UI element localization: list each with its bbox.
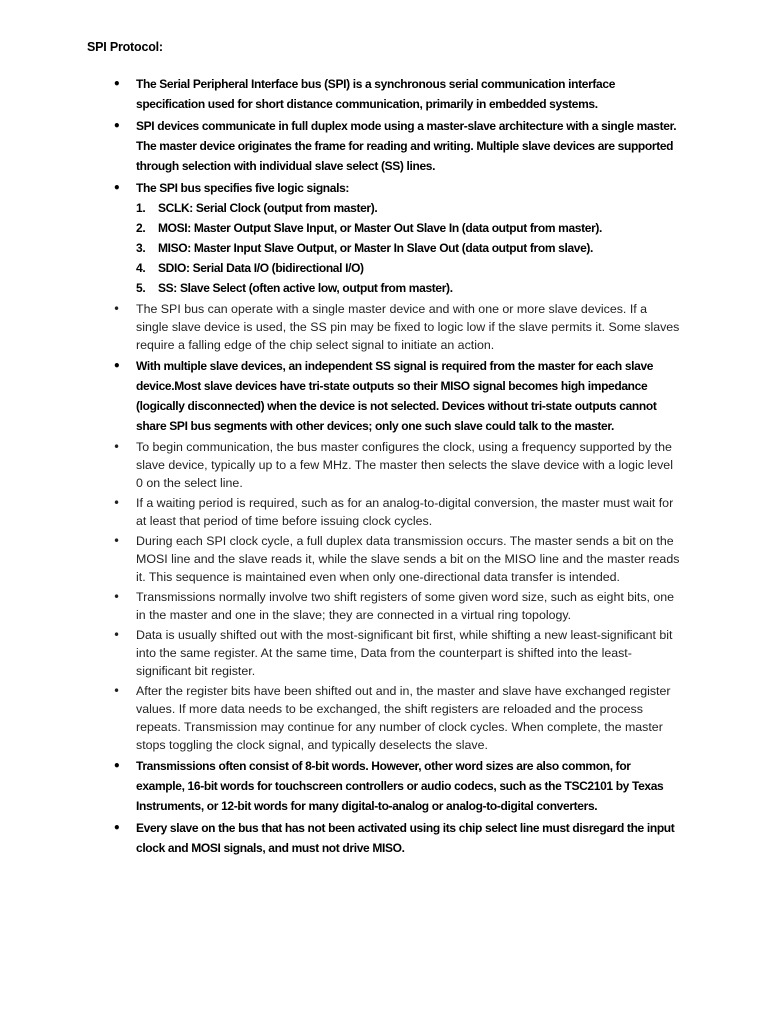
list-item: [0, 300, 768, 354]
list-item-text: If a waiting period is required, such as for an analog-to-digital conversion, the master must wait for at least that period of time before issuing clock cycles.: [136, 496, 674, 528]
list-item: [0, 178, 768, 298]
list-item-text: With multiple slave devices, an independent SS signal is required from the master for each slave device.Most slave devices have tri-state outputs so their MISO signal becomes high impedance (logically disconnected) when the device is not selected. Devices without tri-state outputs cannot share SPI bus segments with other devices; only one such slave could talk to the master.: [136, 359, 657, 433]
bullet-icon: •: [113, 759, 121, 773]
list-item-text: Transmissions normally involve two shift registers of some given word size, such as eight bits, one in the master and one in the slave; they are connected in a virtual ring topology.: [136, 590, 675, 622]
bullet-icon: •: [113, 684, 121, 698]
bullet-list: [0, 74, 768, 860]
item-number: 4.: [136, 261, 146, 275]
list-item-text: Every slave on the bus that has not been activated using its chip select line must disregard the input clock and MOSI signals, and must not drive MISO.: [136, 821, 675, 855]
list-item: [0, 74, 768, 114]
bullet-icon: •: [113, 181, 121, 195]
list-item-text: The SPI bus specifies five logic signals:: [136, 181, 350, 195]
bullet-icon: •: [113, 628, 121, 642]
bullet-icon: •: [113, 821, 121, 835]
item-number: 3.: [136, 241, 146, 255]
list-item-text: Transmissions often consist of 8-bit words. However, other word sizes are also common, for example, 16-bit words for touchscreen controllers or audio codecs, such as the TSC2101 by Texas Instruments, or 12-bit words for many digital-to-analog or analog-to-digital converters.: [136, 759, 664, 813]
item-number: 1.: [136, 201, 146, 215]
list-item: [0, 116, 768, 176]
list-item: [0, 626, 768, 680]
list-item: [0, 438, 768, 492]
numbered-item-text: MISO: Master Input Slave Output, or Master In Slave Out (data output from slave).: [158, 241, 594, 255]
numbered-item: [136, 258, 680, 278]
bullet-icon: •: [113, 302, 121, 316]
bullet-icon: •: [113, 77, 121, 91]
numbered-item: [136, 218, 680, 238]
list-item-text: The Serial Peripheral Interface bus (SPI) is a synchronous serial communication interface specification used for short distance communication, primarily in embedded systems.: [136, 77, 616, 111]
list-item: [0, 818, 768, 858]
numbered-item-text: SDIO: Serial Data I/O (bidirectional I/O): [158, 261, 364, 275]
list-item: [0, 756, 768, 816]
list-item: [0, 356, 768, 436]
numbered-item: [136, 198, 680, 218]
numbered-sublist: [136, 198, 680, 298]
bullet-icon: •: [113, 119, 121, 133]
list-item-text: To begin communication, the bus master configures the clock, using a frequency supported by the slave device, typically up to a few MHz. The master then selects the slave device with a logic level 0 on the select line.: [136, 440, 673, 490]
bullet-icon: •: [113, 534, 121, 548]
list-item-text: The SPI bus can operate with a single master device and with one or more slave devices. If a single slave device is used, the SS pin may be fixed to logic low if the slave permits it. Some slaves require a falling edge of the chip select signal to initiate an action.: [136, 302, 680, 352]
bullet-icon: •: [113, 590, 121, 604]
page-title: SPI Protocol:: [87, 40, 163, 54]
list-item-text: Data is usually shifted out with the most-significant bit first, while shifting a new least-significant bit into the same register. At the same time, Data from the counterpart is shifted into the least-significant bit register.: [136, 628, 673, 678]
list-item-text: After the register bits have been shifted out and in, the master and slave have exchanged register values. If more data needs to be exchanged, the shift registers are reloaded and the process repeats. Transmission may continue for any number of clock cycles. When complete, the master stops toggling the clock signal, and typically deselects the slave.: [136, 684, 671, 752]
list-item: [0, 588, 768, 624]
item-number: 2.: [136, 221, 146, 235]
bullet-icon: •: [113, 496, 121, 510]
numbered-item-text: SCLK: Serial Clock (output from master).: [158, 201, 378, 215]
bullet-icon: •: [113, 359, 121, 373]
list-item-text: During each SPI clock cycle, a full duplex data transmission occurs. The master sends a bit on the MOSI line and the slave reads it, while the slave sends a bit on the MISO line and the master reads it. This sequence is maintained even when only one-directional data transfer is intended.: [136, 534, 680, 584]
list-item: [0, 494, 768, 530]
numbered-item-text: MOSI: Master Output Slave Input, or Master Out Slave In (data output from master).: [158, 221, 603, 235]
item-number: 5.: [136, 281, 146, 295]
numbered-item: [136, 278, 680, 298]
list-item-text: SPI devices communicate in full duplex mode using a master-slave architecture with a single master. The master device originates the frame for reading and writing. Multiple slave devices are supported through selection with individual slave select (SS) lines.: [136, 119, 677, 173]
list-item: [0, 532, 768, 586]
bullet-icon: •: [113, 440, 121, 454]
list-item: [0, 682, 768, 754]
numbered-item: [136, 238, 680, 258]
numbered-item-text: SS: Slave Select (often active low, output from master).: [158, 281, 453, 295]
